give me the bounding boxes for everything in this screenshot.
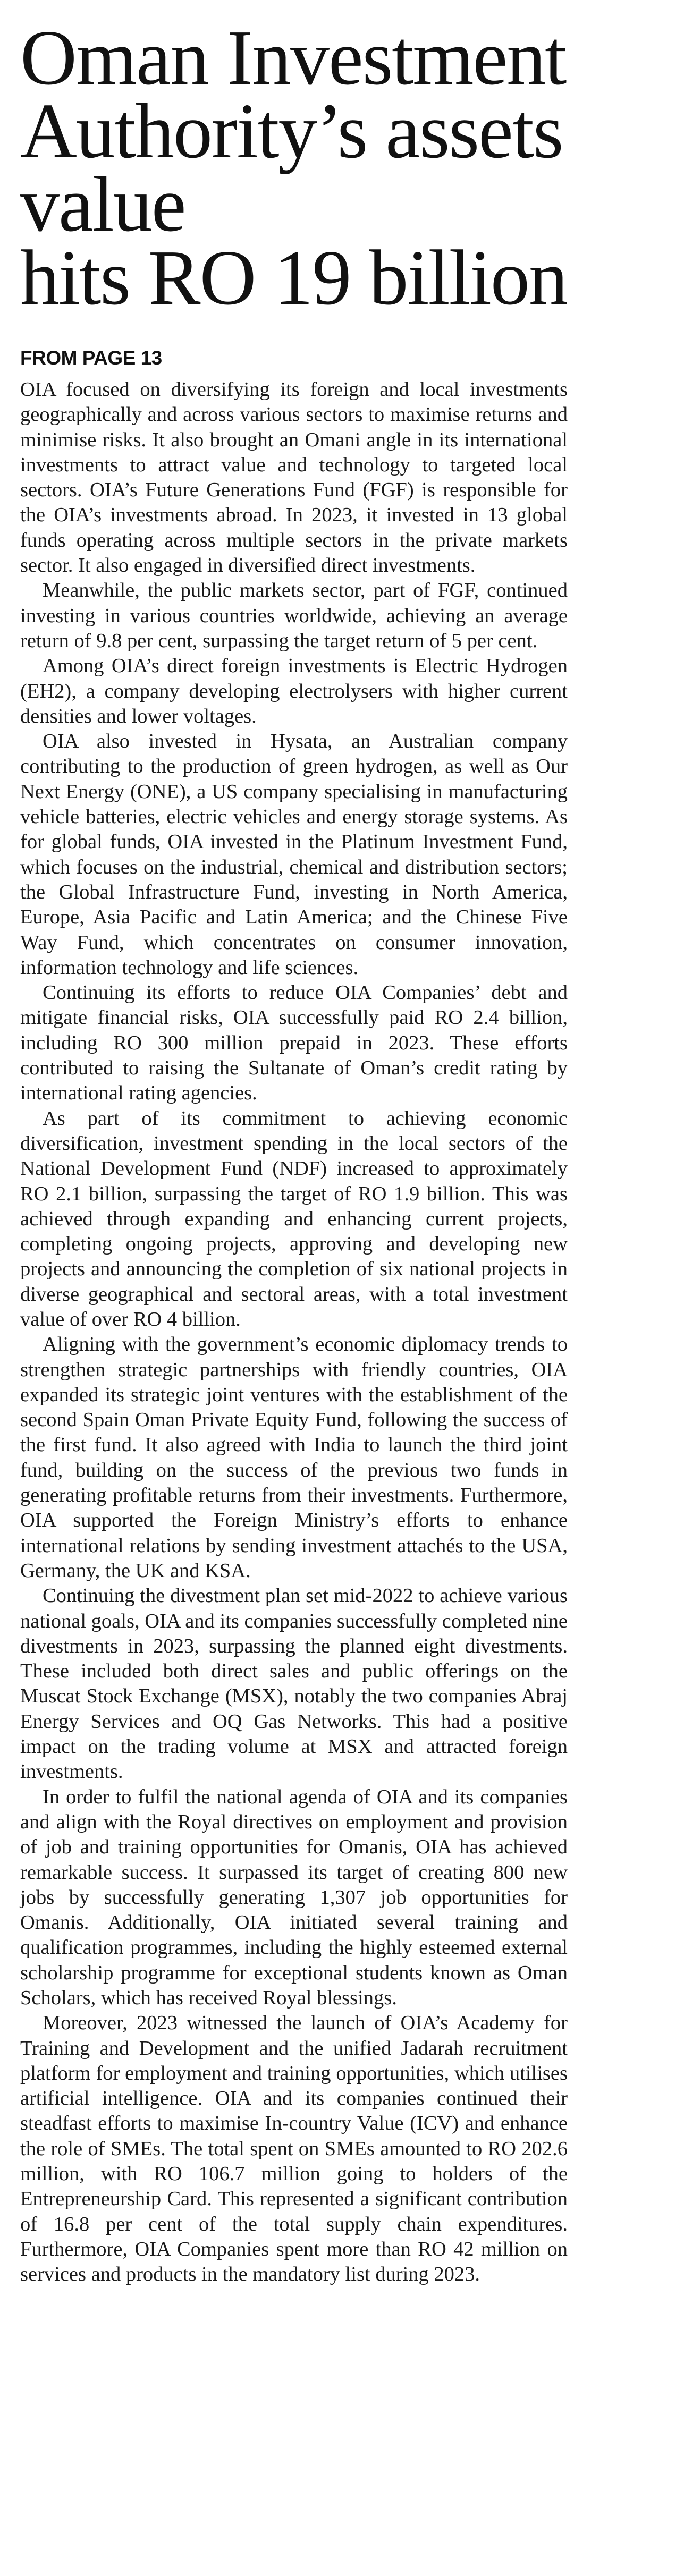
news-article <box>20 14 568 2287</box>
article-body <box>20 377 568 2287</box>
headline <box>20 14 568 321</box>
body-paragraph: In order to fulfil the national agenda of OIA and its companies and align with the Royal directives on employment and provision of job and training opportunities for Omanis, OIA has achieved remarkable success. It surpassed its target of creating 800 new jobs by successfully generating 1,307 job opportunities for Omanis. Additionally, OIA initiated several training and qualification programmes, including the highly esteemed external scholarship programme for exceptional students known as Oman Scholars, which has received Royal blessings. <box>20 1785 568 2009</box>
body-paragraph: OIA focused on diversifying its foreign and local investments geographically and across various sectors to maximise returns and minimise risks. It also brought an Omani angle in its international investments to attract value and technology to targeted local sectors. OIA’s Future Generations Fund (FGF) is responsible for the OIA’s investments abroad. In 2023, it invested in 13 global funds operating across multiple sectors in the private markets sector. It also engaged in diversified direct investments. <box>20 378 568 577</box>
body-paragraph: Aligning with the government’s economic diplomacy trends to strengthen strategic partnerships with friendly countries, OIA expanded its strategic joint ventures with the establishment of the second Spain Oman Private Equity Fund, following the success of the first fund. It also agreed with India to launch the third joint fund, building on the success of the previous two funds in generating profitable returns from their investments. Furthermore, OIA supported the Foreign Ministry’s efforts to enhance international relations by sending investment attachés to the USA, Germany, the UK and KSA. <box>20 1333 568 1582</box>
continuation-kicker: FROM PAGE 13 <box>20 347 162 369</box>
body-paragraph: Continuing the divestment plan set mid-2022 to achieve various national goals, OIA and its companies successfully completed nine divestments in 2023, surpassing the planned eight divestments. These included both direct sales and public offerings on the Muscat Stock Exchange (MSX), notably the two companies Abraj Energy Services and OQ Gas Networks. This had a positive impact on the trading volume at MSX and attracted foreign investments. <box>20 1584 568 1783</box>
headline-line-3: hits RO 19 billion <box>20 234 567 321</box>
headline-line-1: Oman Investment <box>20 14 566 101</box>
headline-line-2: Authority’s assets value <box>20 88 563 248</box>
body-paragraph: Among OIA’s direct foreign investments is Electric Hydrogen (EH2), a company developing electrolysers with higher current densities and lower voltages. <box>20 655 568 727</box>
body-paragraph: Meanwhile, the public markets sector, part of FGF, continued investing in various countries worldwide, achieving an average return of 9.8 per cent, surpassing the target return of 5 per cent. <box>20 579 568 652</box>
body-paragraph: OIA also invested in Hysata, an Australian company contributing to the production of green hydrogen, as well as Our Next Energy (ONE), a US company specialising in manufacturing vehicle batteries, electric vehicles and energy storage systems. As for global funds, OIA invested in the Platinum Investment Fund, which focuses on the industrial, chemical and distribution sectors; the Global Infrastructure Fund, investing in North America, Europe, Asia Pacific and Latin America; and the Chinese Five Way Fund, which concentrates on consumer innovation, information technology and life sciences. <box>20 730 568 979</box>
body-paragraph: Continuing its efforts to reduce OIA Companies’ debt and mitigate financial risks, OIA successfully paid RO 2.4 billion, including RO 300 million prepaid in 2023. These efforts contributed to raising the Sultanate of Oman’s credit rating by international rating agencies. <box>20 981 568 1105</box>
body-paragraph: As part of its commitment to achieving economic diversification, investment spending in the local sectors of the National Development Fund (NDF) increased to approximately RO 2.1 billion, surpassing the target of RO 1.9 billion. This was achieved through expanding and enhancing current projects, completing ongoing projects, approving and developing new projects and announcing the completion of six national projects in diverse geographical and sectoral areas, with a total investment value of over RO 4 billion. <box>20 1107 568 1331</box>
body-paragraph: Moreover, 2023 witnessed the launch of OIA’s Academy for Training and Development and the unified Jadarah recruitment platform for employment and training opportunities, which utilises artificial intelligence. OIA and its companies continued their steadfast efforts to maximise In-country Value (ICV) and enhance the role of SMEs. The total spent on SMEs amounted to RO 202.6 million, with RO 106.7 million going to holders of the Entrepreneurship Card. This represented a significant contribution of 16.8 per cent of the total supply chain expenditures. Furthermore, OIA Companies spent more than RO 42 million on services and products in the mandatory list during 2023. <box>20 2012 568 2286</box>
